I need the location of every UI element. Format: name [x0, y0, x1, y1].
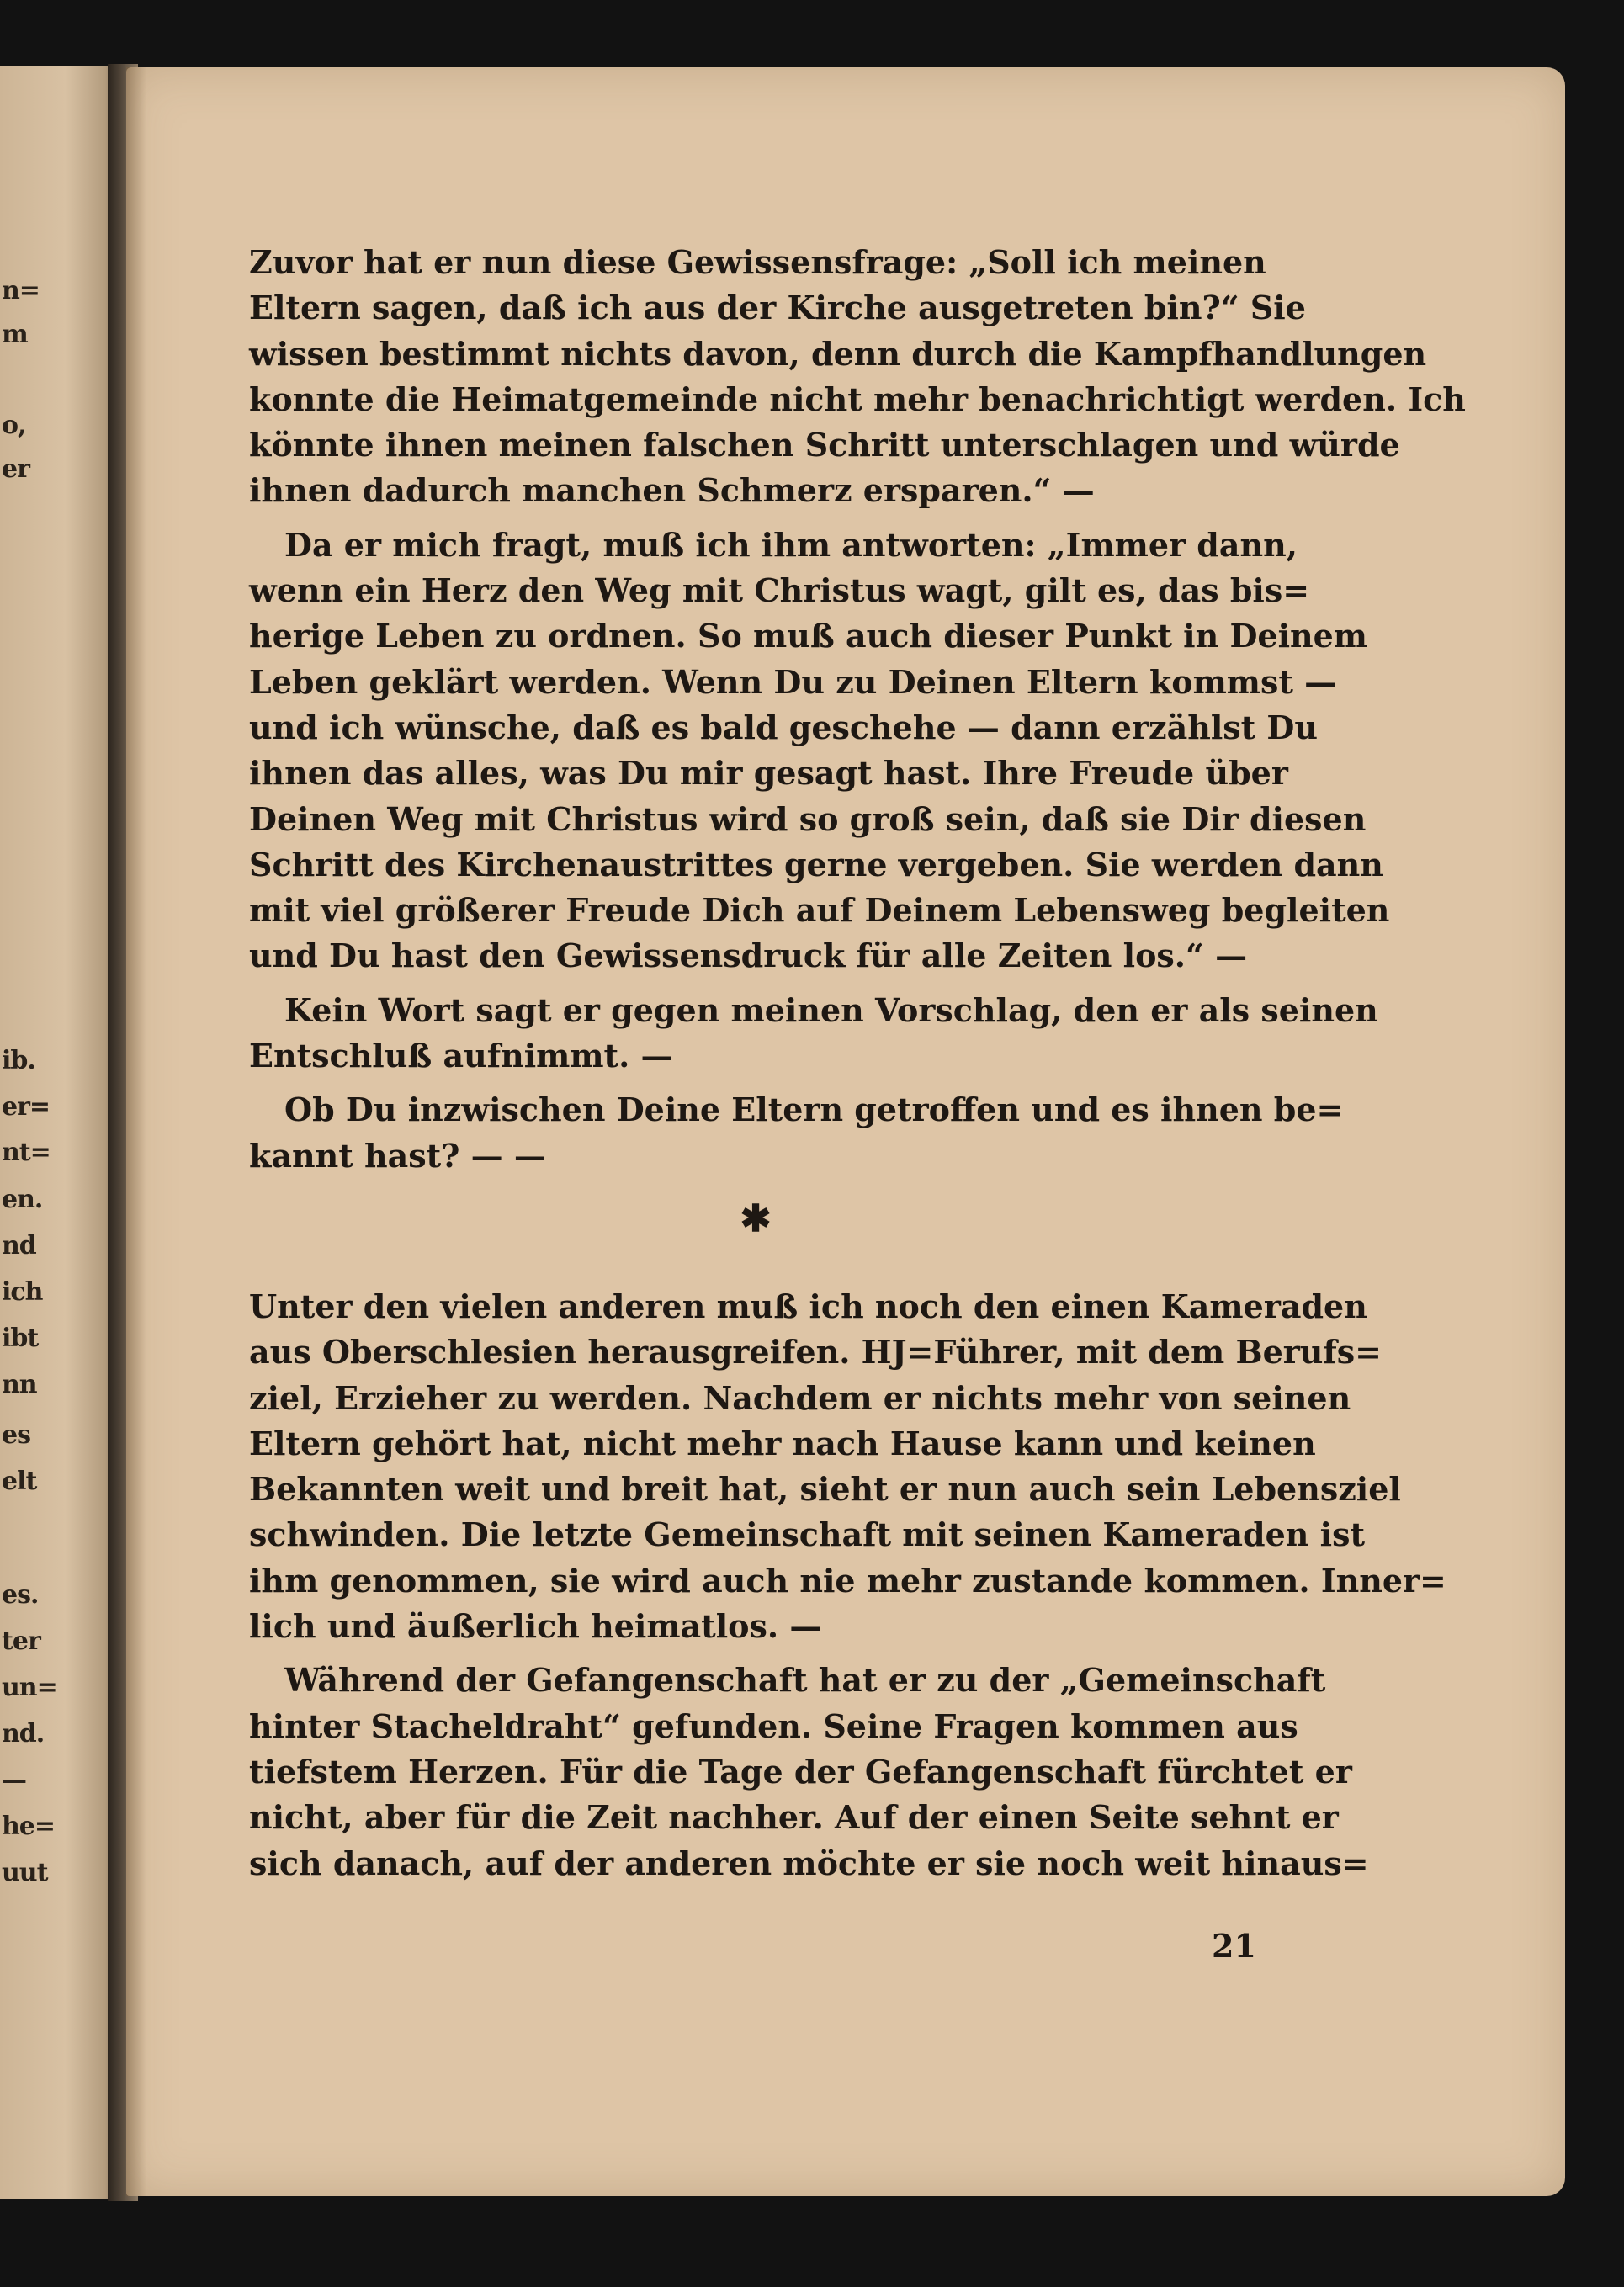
page-text — [249, 240, 1466, 1886]
text-line: sich danach, auf der anderen möchte er sie noch weit hinaus= — [249, 1844, 1369, 1882]
fragment: es. — [2, 1580, 39, 1610]
text-line: Deinen Weg mit Christus wird so groß sein, daß sie Dir diesen — [249, 799, 1367, 838]
text-line: Da er mich fragt, muß ich ihm antworten: „Immer dann, — [284, 525, 1298, 564]
text-line: könnte ihnen meinen falschen Schritt unterschlagen und würde — [249, 426, 1400, 464]
previous-page-edge — [0, 66, 119, 2199]
page-edge-shadow — [126, 67, 146, 2196]
text-line: Unter den vielen anderen muß ich noch den einen Kameraden — [249, 1287, 1367, 1325]
fragment: nt= — [2, 1138, 50, 1167]
fragment: he= — [2, 1812, 56, 1841]
text-line: und ich wünsche, daß es bald geschehe — dann erzählst Du — [249, 708, 1319, 746]
text-line: Kein Wort sagt er gegen meinen Vorschlag, den er als seinen — [284, 990, 1378, 1029]
fragment: un= — [2, 1673, 57, 1702]
text-line: hinter Stacheldraht“ gefunden. Seine Fragen kommen aus — [249, 1706, 1298, 1745]
section-separator-star: ✱ — [740, 1197, 772, 1240]
fragment: nn — [2, 1370, 37, 1399]
text-line: kannt hast? — — — [249, 1136, 546, 1175]
text-line: Eltern sagen, daß ich aus der Kirche ausgetreten bin?“ Sie — [249, 289, 1306, 327]
text-line: mit viel größerer Freude Dich auf Deinem Lebensweg begleiten — [249, 891, 1390, 930]
text-line: ihnen das alles, was Du mir gesagt hast. Ihre Freude über — [249, 754, 1288, 793]
fragment: o, — [2, 411, 26, 440]
page-number: 21 — [1212, 1927, 1256, 1965]
fragment: m — [2, 320, 28, 349]
fragment: er= — [2, 1092, 50, 1122]
text-line: lich und äußerlich heimatlos. — — [249, 1607, 822, 1646]
text-line: herige Leben zu ordnen. So muß auch dieser Punkt in Deinem — [249, 617, 1368, 655]
text-line: Leben geklärt werden. Wenn Du zu Deinen Eltern kommst — — [249, 662, 1337, 701]
fragment: nd — [2, 1231, 36, 1260]
fragment: es — [2, 1420, 30, 1450]
fragment: en. — [2, 1185, 43, 1214]
text-line: und Du hast den Gewissensdruck für alle Zeiten los.“ — — [249, 937, 1248, 975]
fragment: ibt — [2, 1324, 39, 1353]
fragment: er — [2, 454, 29, 484]
fragment: uut — [2, 1858, 48, 1887]
fragment: — — [2, 1765, 26, 1795]
fragment: nd. — [2, 1719, 45, 1748]
text-line: ziel, Erzieher zu werden. Nachdem er nichts mehr von seinen — [249, 1378, 1351, 1417]
text-line: Eltern gehört hat, nicht mehr nach Hause kann und keinen — [249, 1424, 1316, 1462]
text-line: konnte die Heimatgemeinde nicht mehr benachrichtigt werden. Ich — [249, 379, 1466, 418]
text-line: ihm genommen, sie wird auch nie mehr zustande kommen. Inner= — [249, 1561, 1446, 1600]
fragment: ter — [2, 1626, 40, 1656]
fragment: ib. — [2, 1046, 35, 1075]
text-line: ihnen dadurch manchen Schmerz ersparen.“ — — [249, 471, 1095, 510]
text-line: Schritt des Kirchenaustrittes gerne vergeben. Sie werden dann — [249, 845, 1383, 883]
text-line: nicht, aber für die Zeit nachher. Auf der einen Seite sehnt er — [249, 1798, 1339, 1837]
text-line: Während der Gefangenschaft hat er zu der „Gemeinschaft — [284, 1661, 1326, 1700]
text-line: Bekannten weit und breit hat, sieht er nun auch sein Lebensziel — [249, 1470, 1401, 1509]
text-line: Zuvor hat er nun diese Gewissensfrage: „Soll ich meinen — [249, 243, 1266, 281]
text-line: wissen bestimmt nichts davon, denn durch die Kampfhandlungen — [249, 334, 1427, 373]
text-line: aus Oberschlesien herausgreifen. HJ=Führer, mit dem Berufs= — [249, 1333, 1382, 1372]
text-line: Ob Du inzwischen Deine Eltern getroffen und es ihnen be= — [284, 1090, 1344, 1129]
text-line: tiefstem Herzen. Für die Tage der Gefangenschaft fürchtet er — [249, 1752, 1352, 1791]
fragment: ich — [2, 1277, 43, 1307]
fragment: elt — [2, 1467, 37, 1496]
fragment: n= — [2, 276, 40, 305]
text-line: Entschluß aufnimmt. — — [249, 1037, 673, 1075]
text-line: wenn ein Herz den Weg mit Christus wagt, gilt es, das bis= — [249, 571, 1310, 610]
text-line: schwinden. Die letzte Gemeinschaft mit seinen Kameraden ist — [249, 1515, 1366, 1554]
